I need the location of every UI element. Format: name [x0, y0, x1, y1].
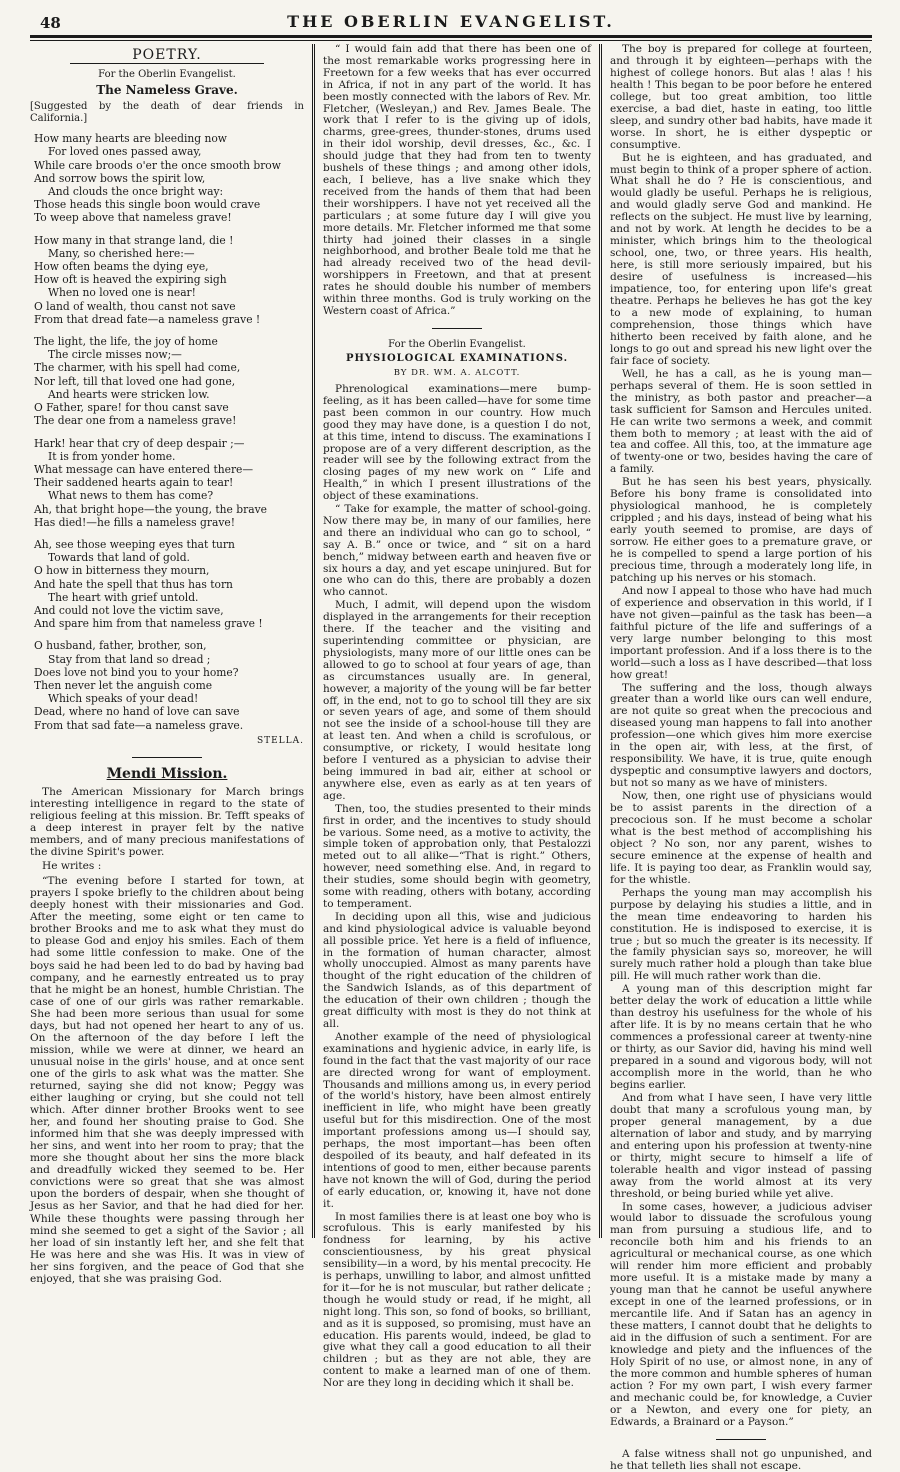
poem-line: Ah, that bright hope—the young, the brave — [34, 502, 267, 516]
article-paragraph: Much, I admit, will depend upon the wisdom displayed in the arrangements for their reception there. If the teacher and the visiting and superintending committee or physician, are physiologists, many more of our little ones can be allowed to go to school at four years of age, than as circumstances usually are. In general, however, a majority of the young will be far better off, in the end, not to go to school till they are six or seven years of age, and some of them should not see the inside of a school-house till they are at least ten. And when a child is scrofulous, or consumptive, or rickety, I would hesitate long before I ventured as a physician to advise their being immured in bad air, either at school or anywhere else, even as early as at ten years of age. — [323, 599, 591, 802]
masthead — [30, 10, 872, 32]
poem-line: How many hearts are bleeding now — [34, 132, 227, 146]
columns — [30, 43, 872, 1472]
mendi-letter-continued: “ I would fain add that there has been one of the most remarkable works progressing here in Freetown for a few weeks that has ever occurred in Africa, if not in any part of the world. It has been mostly connected with the labors of Rev. Mr. Fletcher, (Wesleyan,) and Rev. James Beale. The work that I refer to is the giving up of idols, charms, gree-grees, thunder-stones, drums used in their idol worship, devil dresses, &c., &c. I should judge that they had from ten to twenty bushels of these things ; and among other idols, each, I believe, has a live snake which they received from the hands of them that had been their worshippers. I have not yet received all the particulars ; at some future day I will give you more details. Mr. Fletcher informed me that some thirty had joined their classes in a single neighborhood, and brother Beale told me that he had already received two of the head devil-worshippers in Freetown, and that at present rates he should double his number of members within three months. God is truly working on the Western coast of Africa.” — [323, 43, 591, 317]
poem-stanza — [30, 639, 304, 731]
poem-line: And could not love the victim save, — [34, 603, 224, 617]
physiological-body-continued — [610, 44, 872, 1429]
divider — [432, 328, 482, 329]
poem-line: Nor left, till that loved one had gone, — [34, 374, 236, 388]
header-rule-thin — [30, 40, 872, 41]
poem-line: How often beams the dying eye, — [34, 260, 209, 274]
article-paragraph: The boy is prepared for college at fourteen, and through it by eighteen—perhaps with the highest of college honors. But alas ! alas ! his health ! This began to be poor before he entered college, but too great ambition, too little exercise, a bad diet, haste in eating, too little sleep, and sundry other bad habits, have made it worse. In short, he is either dyspeptic or consumptive. — [610, 43, 872, 151]
poem-line: It is from yonder home. — [48, 449, 176, 463]
article-paragraph: Phrenological examinations—mere bump-feeling, as it has been called—have for some time past been common in our country. How much good they may have done, is a question I do not, at this time, intend to discuss. The examinations I propose are of a very different description, as the reader will see by the following extract from the closing pages of my new work on “ Life and Health,” in which I present illustrations of the object of these examinations. — [323, 382, 591, 503]
poem-stanza — [30, 234, 304, 326]
poem-stanza — [30, 437, 304, 529]
page-number: 48 — [40, 14, 61, 32]
poem-line: Towards that land of gold. — [48, 551, 190, 565]
article-paragraph: In most families there is at least one boy who is scrofulous. This is early manifested by his fondness for learning, by his active conscientiousness, by his great physical sensibility—in a word, by his mental precocity. He is perhaps, unwilling to labor, and almost unfitted for it—for he is not muscular, but rather delicate ; though he would study or read, if he might, all night long. This son, so fond of books, so brilliant, and as it is supposed, so promising, must have an education. His parents would, indeed, be glad to give what they call a good education to all their children ; but as they are not able, they are content to make a learned man of one of them. Nor are they long in deciding which it shall be. — [323, 1210, 591, 1390]
poem-line: Does love not bind you to your home? — [34, 665, 239, 679]
header-rule — [30, 35, 872, 38]
poem-line: The heart with grief untold. — [48, 590, 199, 604]
article-paragraph: And from what I have seen, I have very little doubt that many a scrofulous young man, by proper general management, by a due alternation of labor and study, and by marrying and entering upon his profession at twenty-nine or thirty, might secure to himself a life of tolerable health and vigor instead of passing away from the world almost at its very threshold, or being buried while yet alive. — [610, 1091, 872, 1200]
poem-line: From that dread fate—a nameless grave ! — [34, 312, 261, 326]
poem-suggestion-note: [Suggested by the death of dear friends in California.] — [30, 101, 304, 125]
poem-line: From that sad fate—a nameless grave. — [34, 718, 244, 732]
article-paragraph: But he has seen his best years, physically. Before his bony frame is consolidated into physiological manhood, he is completely crippled ; and his days, instead of being what his early youth seemed to promise, are days of sorrow. He either goes to a premature grave, or he is compelled to spend a large portion of his precious time, through a moderately long life, in patching up his nerves or his stomach. — [610, 476, 872, 584]
article-paragraph: A young man of this description might far better delay the work of education a little while than destroy his usefulness for the whole of his after life. It is by no means certain that he who commences a professional career at twenty-nine or thirty, as our Savior did, having his mind well prepared in a sound and vigorous body, will not accomplish more in the world, than he who begins earlier. — [610, 983, 872, 1091]
poem-stanza — [30, 538, 304, 630]
physiological-source-note: For the Oberlin Evangelist. — [388, 338, 526, 350]
poem-line: Stay from that land so dread ; — [48, 652, 211, 666]
closing-proverb: A false witness shall not go unpunished, and he that telleth lies shall not escape. — [610, 1447, 872, 1472]
physiological-byline: BY DR. WM. A. ALCOTT. — [393, 367, 521, 378]
poem-line: How oft is heaved the expiring sigh — [34, 273, 227, 287]
poem-line: What message can have entered there— — [34, 462, 254, 476]
poem-line: When no loved one is near! — [48, 286, 196, 300]
poem-line: Dead, where no hand of love can save — [34, 705, 240, 719]
article-paragraph: And now I appeal to those who have had much of experience and observation in this world, if I have not given—painful as the task has been—a faithful picture of the life and sufferings of a very large number belonging to this most important profession. And if a loss there is to the world—such a loss as I have described—that loss how great! — [610, 584, 872, 681]
poem-line: And hate the spell that thus has torn — [34, 577, 233, 591]
poem-line: To weep above that nameless grave! — [34, 211, 232, 225]
poem-line: Ah, see those weeping eyes that turn — [34, 537, 235, 551]
poem-line: O husband, father, brother, son, — [34, 639, 207, 653]
poem-line: Has died!—he fills a nameless grave! — [34, 515, 236, 529]
poem-line: While care broods o'er the once smooth brow — [34, 158, 281, 172]
physiological-title: PHYSIOLOGICAL EXAMINATIONS. — [345, 352, 569, 364]
column-right — [599, 43, 872, 1472]
poem-stanza — [30, 335, 304, 427]
poem-line: And clouds the once bright way: — [48, 185, 224, 199]
poem-line: The dear one from a nameless grave! — [34, 414, 237, 428]
mendi-writes: He writes : — [42, 860, 102, 873]
article-paragraph: The suffering and the loss, though always greater than a world like ours can well endure, are not quite so great when the precocious and diseased young man happens to fall into another profession—one which gives him more exercise in the open air, with less, at the first, of responsibility. We have, it is true, quite enough dyspeptic and consumptive lawyers and doctors, but not so many as we have of ministers. — [610, 681, 872, 790]
poem-body — [30, 132, 304, 732]
mendi-mission-title: Mendi Mission. — [106, 765, 228, 782]
poem-stanza — [30, 132, 304, 224]
poem-line: O how in bitterness they mourn, — [34, 564, 210, 578]
mendi-intro: The American Missionary for March brings interesting intelligence in regard to the state of religious feeling at this mission. Br. Tefft speaks of a deep interest in prayer felt by the native members, and of many precious manifestations of the divine Spirit's power. — [30, 785, 304, 859]
article-paragraph: In deciding upon all this, wise and judicious and kind physiological advice is valuable beyond all possible price. Yet here is a field of influence, in the formation of human character, almost wholly unoccupied. Almost as many parents have thought of the right education of the children of the Sandwich Islands, as of this department of the education of their own children ; though the great difficulty with most is they do not think at all. — [323, 910, 591, 1031]
article-paragraph: But he is eighteen, and has graduated, and must begin to think of a proper sphere of action. What shall he do ? He is conscientious, and would gladly be useful. Perhaps he is religious, and would gladly serve God and mankind. He reflects on the subject. He must live by learning, and not by work. At length he decides to be a minister, which brings him to the theological school, one, two, or three years. His health, here, is still more seriously impaired, but his desire of usefulness is increased—his impatience, too, for entering upon life's great theatre. Perhaps he believes he has got the key to a new mode of explaining, to human comprehension, those things which have hitherto been received by faith alone, and he longs to go out and spread his new light over the fair face of society. — [610, 151, 872, 367]
poem-line: Hark! hear that cry of deep despair ;— — [34, 436, 245, 450]
poem-signature: STELLA. — [256, 735, 304, 746]
column-left — [30, 44, 312, 1285]
article-paragraph: Well, he has a call, as he is young man—perhaps several of them. He is soon settled in the ministry, as both pastor and preacher—a task sufficient for Samson and Hercules united. He can write two sermons a week, and commit them both to memory ; at least with the aid of tea and coffee. All this, too, at the immature age of twenty-one or two, besides having the care of a family. — [610, 367, 872, 476]
poem-line: O Father, spare! for thou canst save — [34, 401, 229, 415]
poem-line: Which speaks of your dead! — [48, 692, 199, 706]
poem-line: The light, the life, the joy of home — [34, 335, 218, 349]
running-title: THE OBERLIN EVANGELIST. — [287, 12, 615, 31]
poem-title: The Nameless Grave. — [96, 83, 238, 98]
poem-line: How many in that strange land, die ! — [34, 233, 234, 247]
mendi-letter: “The evening before I started for town, at prayers I spoke briefly to the children about being deeply honest with their missionaries and God. After the meeting, some eight or ten came to brother Brooks and me to ask what they must do to please God and enjoy his smiles. Each of them had some little confession to make. One of the boys said he had been led to do bad by having bad company, and he earnestly entreated us to pray that he might be an honest, humble Christian. The case of one of our girls was rather remarkable. She had been more serious than usual for some days, but had not opened her heart to any of us. On the afternoon of the day before I left the mission, while we were at dinner, we heard an unusual noise in the girls' house, and at once sent one of the girls to ask what was the matter. She returned, saying she did not know; Peggy was either laughing or crying, but she could not tell which. After dinner brother Brooks went to see her, and found her shouting praise to God. She informed him that she was deeply impressed with her sins, and went into her room to pray; that the more she thought about her sins the more black and dreadfully wicked they seemed to be. Her convictions were so great that she was almost upon the borders of despair, when she thought of Jesus as her Savior, and that he had died for her. While these thoughts were passing through her mind she seemed to get a sight of the Savior ; all her load of sin instantly left her, and she felt that He was here and she was His. It was in view of her sins forgiven, and the peace of God that she enjoyed, that she was praising God. — [30, 875, 304, 1285]
poem-line: O land of wealth, thou canst not save — [34, 299, 236, 313]
poem-line: And hearts were stricken low. — [48, 387, 210, 401]
poem-line: The circle misses now;— — [48, 348, 182, 362]
poem-line: Those heads this single boon would crave — [34, 198, 261, 212]
poem-line: And spare him from that nameless grave ! — [34, 617, 263, 631]
poem-line: For loved ones passed away, — [48, 145, 202, 159]
poem-line: Many, so cherished here:— — [48, 246, 195, 260]
column-middle — [312, 43, 599, 1390]
article-paragraph: Perhaps the young man may accomplish his purpose by delaying his studies a little, and in the mean time endeavoring to harden his constitution. He is indisposed to exercise, it is true ; but so much the greater is its necessity. If the family physician says so, moreover, he will surely much rather hold a plough than take blue pill. He will much rather work than die. — [610, 886, 872, 983]
poem-line: Then never let the anguish come — [34, 678, 213, 692]
article-paragraph: In some cases, however, a judicious adviser would labor to dissuade the scrofulous young man from pursuing a studious life, and to reconcile both him and his friends to an agricultural or mechanical course, as one which will render him more efficient and probably more useful. It is a mistake made by many a young man that he cannot be useful anywhere except in one of the learned professions, or in mercantile life. And if Satan has an agency in these matters, I cannot doubt that he delights to aid in the diffusion of such a sentiment. For are knowledge and piety and the influences of the Holy Spirit of no use, or almost none, in any of the more common and humble spheres of human action ? For my own part, I wish every farmer and mechanic could be, for knowledge, a Cuvier or a Newton, and every one for piety, an Edwards, a Brainard or a Payson.” — [610, 1200, 872, 1428]
poem-line: The charmer, with his spell had come, — [34, 361, 241, 375]
divider — [716, 1439, 766, 1440]
article-paragraph: Then, too, the studies presented to their minds first in order, and the incentives to study should be various. Some need, as a motive to activity, the simple token of approbation only, that Pestalozzi meted out to all alike—“That is right.” Others, however, need something else. And, in regard to their studies, some should begin with geometry, some with reading, others with botany, according to temperament. — [323, 802, 591, 910]
article-paragraph: Now, then, one right use of physicians would be to assist parents in the direction of a precocious son. If he must become a scholar what is the best method of accomplishing his object ? No son, nor any parent, wishes to secure eminence at the expense of health and life. It is paying too dear, as Franklin would say, for the whistle. — [610, 790, 872, 886]
divider — [132, 757, 202, 758]
physiological-body — [323, 384, 591, 1390]
poem-line: And sorrow bows the spirit low, — [34, 171, 206, 185]
poetry-source-note: For the Oberlin Evangelist. — [98, 69, 236, 81]
poem-line: Their saddened hearts again to tear! — [34, 476, 234, 490]
article-paragraph: Another example of the need of physiological examinations and hygienic advice, in early life, is found in the fact that the vast majority of our race are directed wrong for want of employment. Thousands and millions among us, in every period of the world's history, have been almost entirely inefficient in life, who might have been greatly useful but for this misdirection. One of the most important professions among us—I should say, perhaps, the most important—has been often despoiled of its beauty, and half defeated in its intentions of good to men, either because parents have not known the will of God, during the period of early education, or, knowing it, have not done it. — [323, 1030, 591, 1210]
section-rule — [70, 63, 264, 64]
poetry-section-title: POETRY. — [132, 47, 202, 63]
article-paragraph: “ Take for example, the matter of school-going. Now there may be, in many of our families, here and there an individual who can go to school, “ say A. B.” once or twice, and “ sit on a hard bench,” midway between earth and heaven five or six hours a day, and yet escape uninjured. But for one who can do this, there are probably a dozen who cannot. — [323, 503, 591, 599]
poem-line: What news to them has come? — [48, 489, 214, 503]
